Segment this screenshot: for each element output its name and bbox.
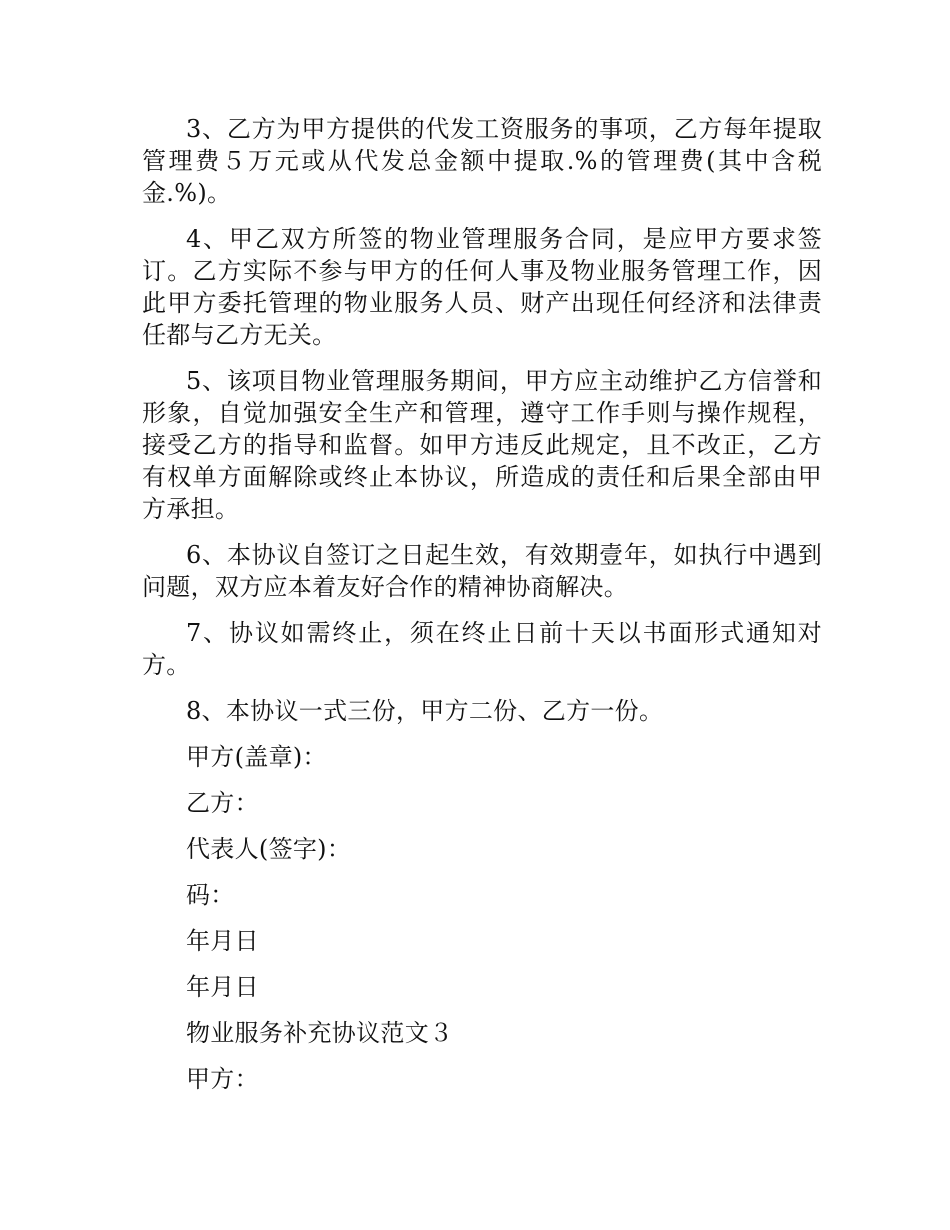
document-body <box>142 113 822 1109</box>
clause-4: 4、甲乙双方所签的物业管理服务合同，是应甲方要求签订。乙方实际不参与甲方的任何人事及物业服务管理工作，因此甲方委托管理的物业服务人员、财产出现任何经济和法律责任都与乙方无关。 <box>142 225 822 349</box>
party-a-line: 甲方： <box>186 1065 259 1093</box>
clause-8: 8、本协议一式三份，甲方二份、乙方一份。 <box>186 697 664 725</box>
clause-7: 7、协议如需终止，须在终止日前十天以书面形式通知对方。 <box>142 619 822 679</box>
date-line-1: 年月日 <box>186 927 259 955</box>
code-line: 码： <box>186 881 235 909</box>
clause-3: 3、乙方为甲方提供的代发工资服务的事项，乙方每年提取管理费５万元或从代发总金额中提取.%的管理费(其中含税金.%)。 <box>142 115 822 207</box>
date-line-2: 年月日 <box>186 973 259 1001</box>
representative-signature-line: 代表人(签字)： <box>186 835 352 863</box>
section-title: 物业服务补充协议范文３ <box>186 1019 454 1047</box>
clause-6: 6、本协议自签订之日起生效，有效期壹年，如执行中遇到问题，双方应本着友好合作的精神协商解决。 <box>142 541 822 601</box>
clause-5: 5、该项目物业管理服务期间，甲方应主动维护乙方信誉和形象，自觉加强安全生产和管理，遵守工作手则与操作规程，接受乙方的指导和监督。如甲方违反此规定，且不改正，乙方有权单方面解除或终止本协议，所造成的责任和后果全部由甲方承担。 <box>142 367 822 523</box>
party-a-seal-line: 甲方(盖章)： <box>186 743 327 771</box>
party-b-line: 乙方： <box>186 789 259 817</box>
